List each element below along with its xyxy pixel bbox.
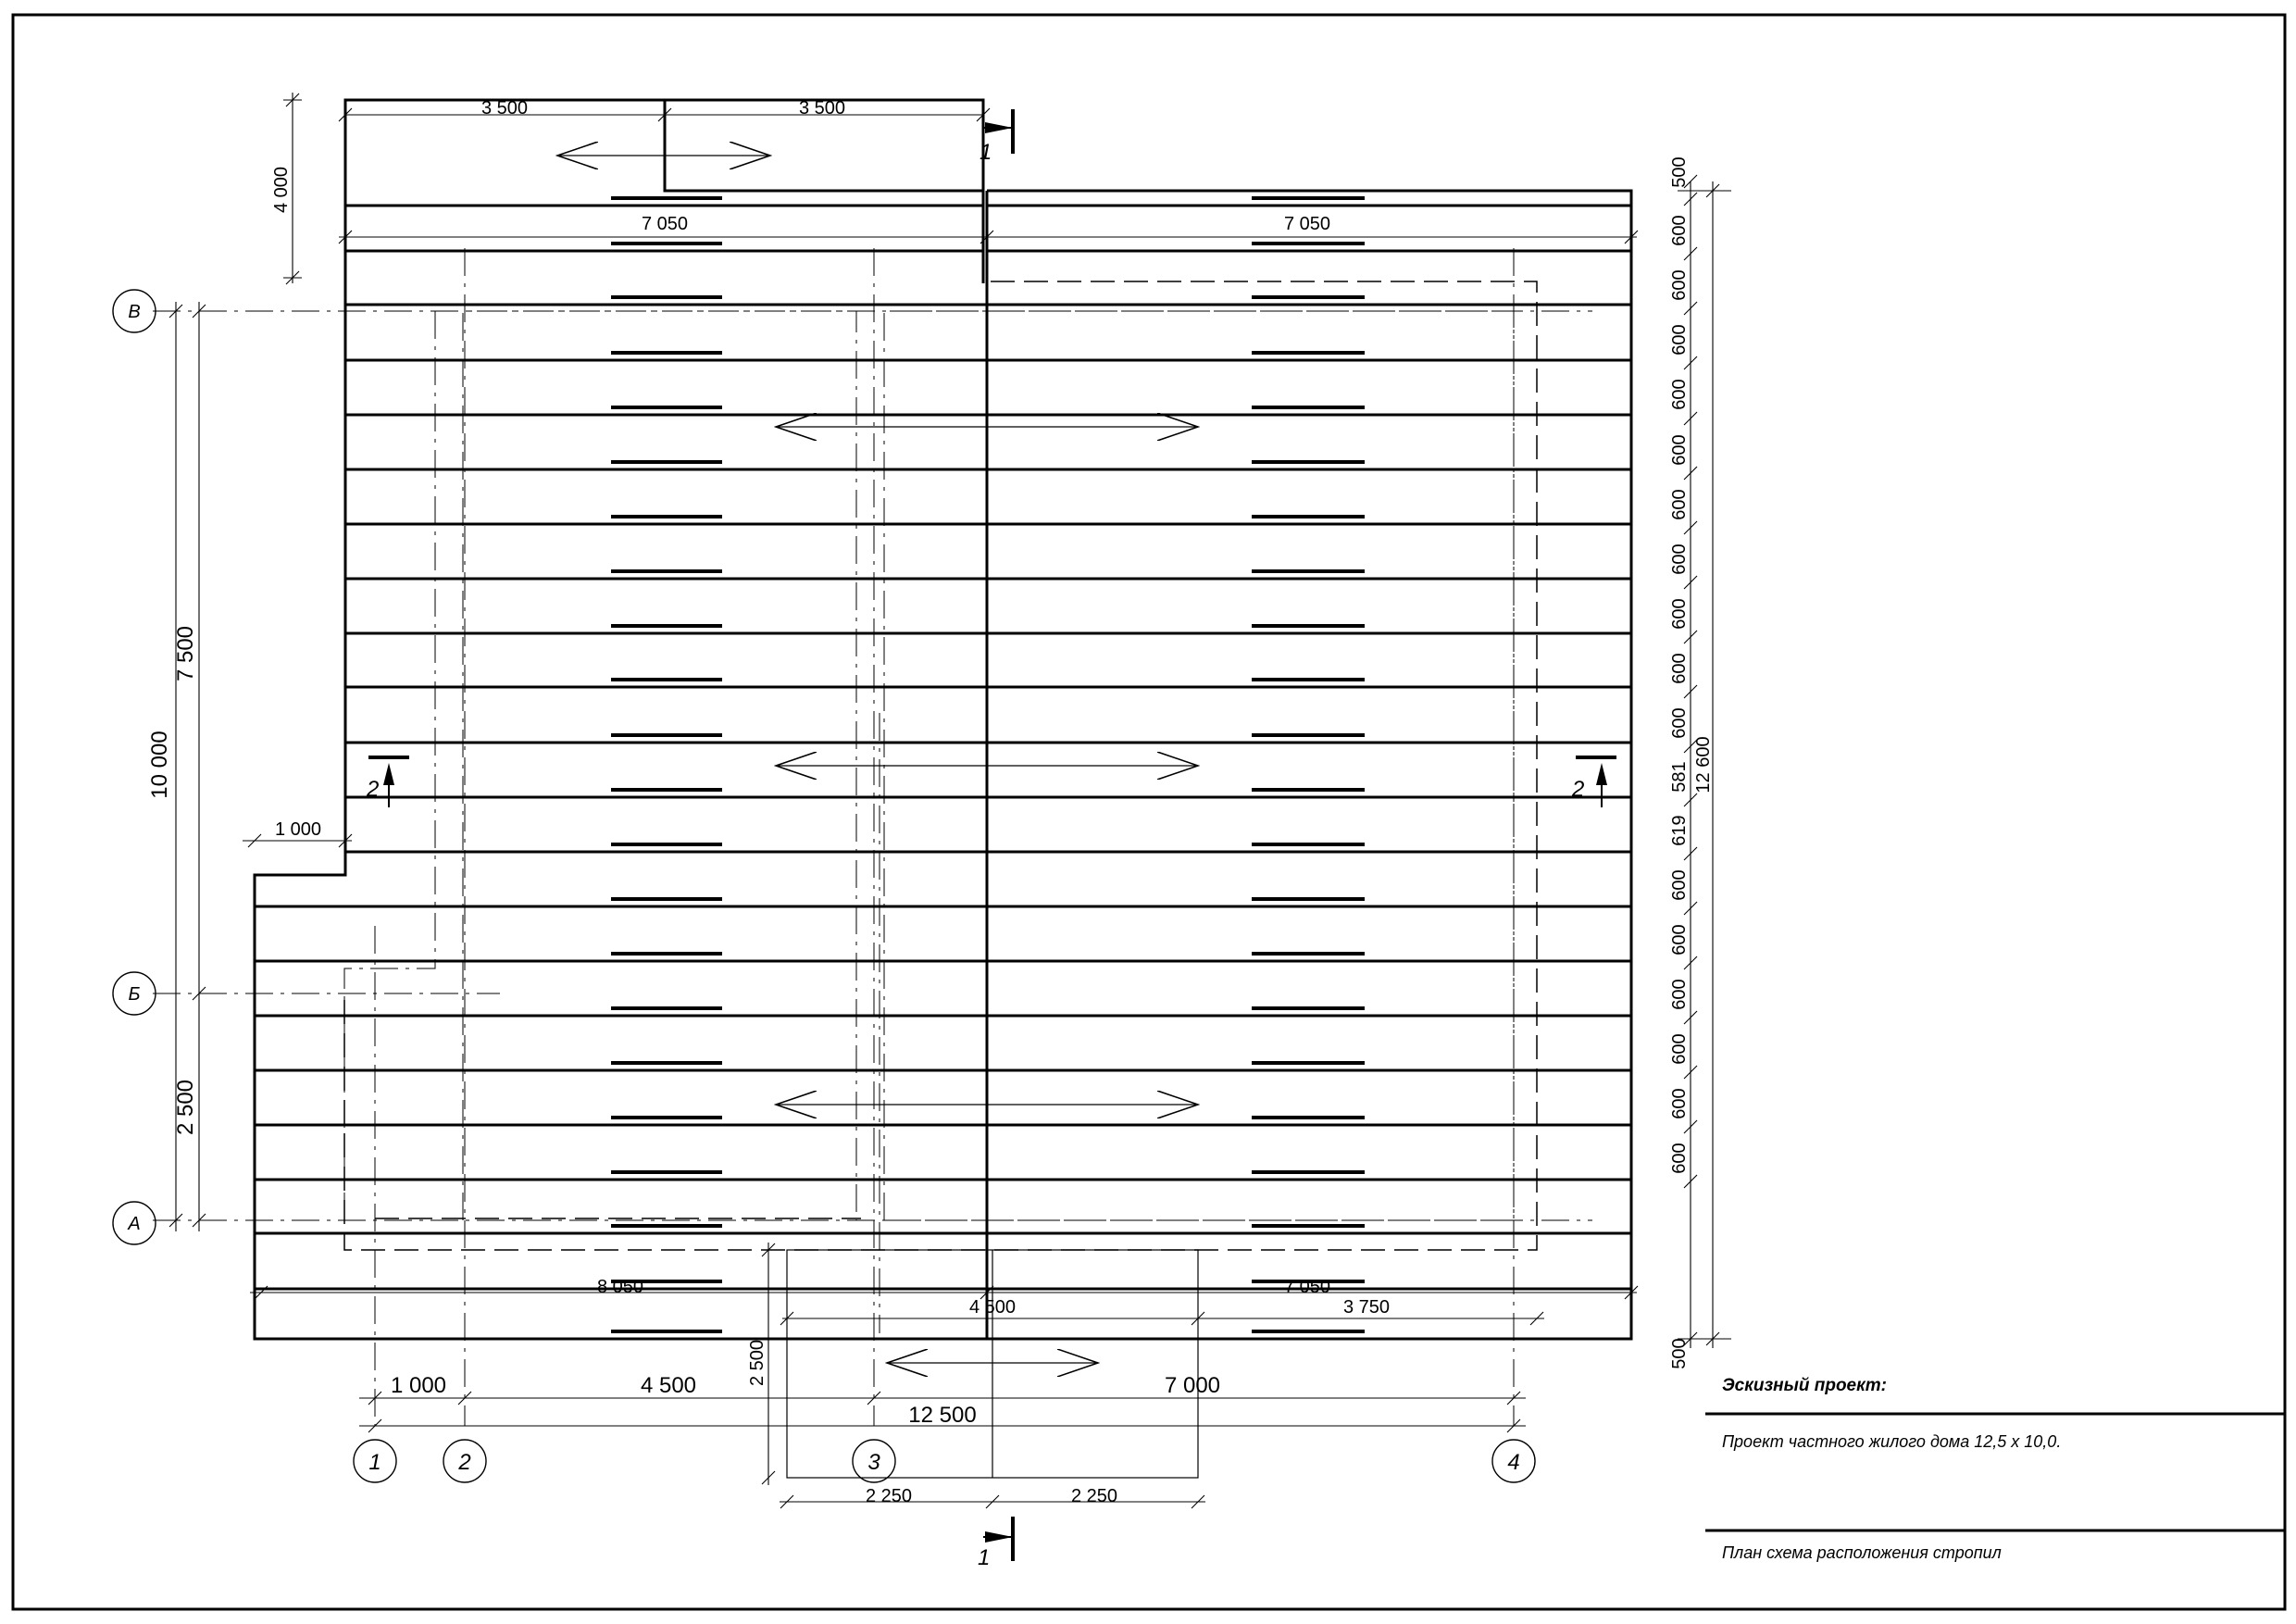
right-dim-label: 600 — [1669, 979, 1690, 1010]
dim-axis-total: 12 500 — [908, 1403, 977, 1428]
sheet-frame — [13, 15, 2285, 1609]
main-roof-outline — [255, 191, 1631, 1339]
section-cut-2-left-label: 2 — [367, 777, 380, 802]
dim-bottom-span-1: 8 050 — [596, 1277, 644, 1297]
right-dimension-labels — [1669, 156, 1690, 1368]
dim-top-1: 3 500 — [480, 98, 529, 119]
right-dim-label: 600 — [1669, 653, 1690, 684]
rafter-lines — [255, 206, 1631, 1289]
title-block — [1705, 1414, 2285, 1530]
dim-porch-half-2: 2 250 — [1070, 1486, 1118, 1506]
dim-offset: 1 000 — [274, 819, 322, 840]
right-dim-label: 600 — [1669, 1088, 1690, 1119]
right-dim-label: 600 — [1669, 215, 1690, 246]
right-dim-label: 600 — [1669, 1033, 1690, 1065]
section-cut-1-bottom-label: 1 — [978, 1545, 991, 1570]
dim-axis-1: 1 000 — [390, 1373, 447, 1398]
right-dim-label: 600 — [1669, 707, 1690, 739]
axis-grid-lines — [153, 248, 1592, 1426]
title-block-project: Проект частного жилого дома 12,5 х 10,0. — [1722, 1432, 2062, 1451]
dim-left-upper: 7 500 — [173, 625, 198, 682]
slope-arrows — [557, 156, 1198, 1363]
right-dim-label: 581 — [1669, 761, 1690, 793]
right-dim-label: 600 — [1669, 434, 1690, 466]
axis-label-3: 3 — [867, 1450, 880, 1475]
right-dim-label: 600 — [1669, 543, 1690, 575]
dim-porch-depth: 2 500 — [747, 1339, 767, 1387]
right-dim-label: 500 — [1669, 156, 1690, 188]
dim-upper-span-1: 7 050 — [641, 214, 689, 234]
dim-porch-half-1: 2 250 — [865, 1486, 913, 1506]
dim-left-lower: 2 500 — [173, 1079, 198, 1136]
section-cut-1-top-label: 1 — [980, 140, 992, 165]
dim-axis-3: 7 000 — [1164, 1373, 1221, 1398]
title-block-label: Эскизный проект: — [1722, 1376, 1887, 1395]
right-dim-label: 600 — [1669, 269, 1690, 301]
right-dim-label: 600 — [1669, 489, 1690, 520]
axis-label-a: А — [128, 1214, 141, 1234]
right-dim-label: 600 — [1669, 924, 1690, 956]
dim-bottom-span-2: 7 050 — [1283, 1277, 1331, 1297]
dim-left-total: 10 000 — [147, 731, 172, 799]
right-dim-label: 600 — [1669, 379, 1690, 410]
dim-porch-2: 3 750 — [1342, 1297, 1391, 1318]
dim-axis-2: 4 500 — [640, 1373, 697, 1398]
dim-upper-span-2: 7 050 — [1283, 214, 1331, 234]
right-dim-label: 600 — [1669, 1143, 1690, 1174]
dim-top-2: 3 500 — [798, 98, 846, 119]
axis-label-1: 1 — [368, 1450, 381, 1475]
axis-label-b: Б — [128, 984, 141, 1005]
section-cut-2-right-label: 2 — [1572, 777, 1585, 802]
axis-label-4: 4 — [1507, 1450, 1520, 1475]
dim-upper-height: 4 000 — [271, 166, 292, 214]
title-block-sheet: План схема расположения стропил — [1722, 1543, 2002, 1562]
dim-porch-1: 4 500 — [968, 1297, 1017, 1318]
porch-outline — [787, 1250, 1198, 1478]
right-dim-label: 619 — [1669, 815, 1690, 846]
upper-roof-outline — [345, 100, 983, 283]
right-dim-label: 600 — [1669, 598, 1690, 630]
axis-label-v: В — [128, 302, 141, 322]
axis-label-2: 2 — [458, 1450, 471, 1475]
dim-right-total: 12 600 — [1693, 736, 1714, 793]
right-dim-label: 500 — [1669, 1338, 1690, 1369]
right-dim-label: 600 — [1669, 324, 1690, 356]
right-dim-label: 600 — [1669, 869, 1690, 901]
